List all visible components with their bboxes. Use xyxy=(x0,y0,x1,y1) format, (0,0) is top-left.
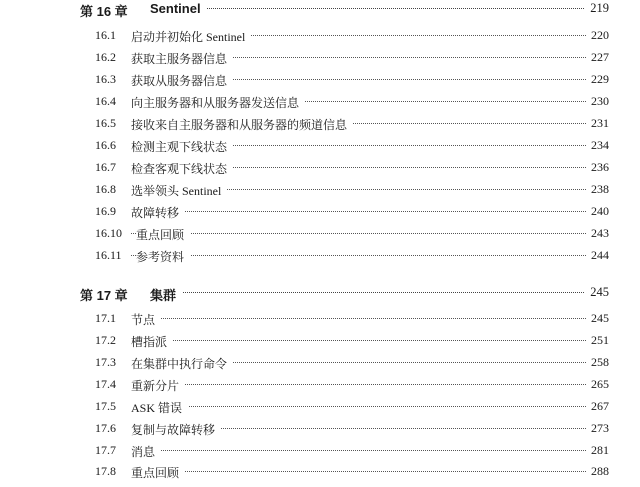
section-number: 17.7 xyxy=(95,443,116,457)
chapter-number: 第 16 章 xyxy=(80,4,128,19)
section-page: 258 xyxy=(586,355,609,370)
toc-section-entry[interactable] xyxy=(0,248,640,270)
section-page: 231 xyxy=(586,116,609,131)
section-number: 16.8 xyxy=(95,182,116,196)
section-title: 槽指派 xyxy=(131,333,173,350)
chapter-17-entry[interactable] xyxy=(0,285,640,307)
section-title: 节点 xyxy=(131,311,161,328)
chapter-16-entry[interactable] xyxy=(0,1,640,23)
chapter-number: 第 17 章 xyxy=(80,288,128,303)
section-number: 16.1 xyxy=(95,28,116,42)
section-number: 17.5 xyxy=(95,399,116,413)
toc-section-entry[interactable] xyxy=(0,311,640,333)
section-page: 238 xyxy=(586,182,609,197)
section-title: 获取主服务器信息 xyxy=(131,50,233,67)
dot-leader xyxy=(150,8,600,9)
toc-section-entry[interactable] xyxy=(0,182,640,204)
section-title: 启动并初始化 Sentinel xyxy=(131,28,251,45)
dot-leader xyxy=(150,292,600,293)
toc-section-entry[interactable] xyxy=(0,355,640,377)
section-number: 16.6 xyxy=(95,138,116,152)
section-title: 复制与故障转移 xyxy=(131,421,221,438)
section-page: 234 xyxy=(586,138,609,153)
toc-section-entry[interactable] xyxy=(0,72,640,94)
toc-section-entry[interactable] xyxy=(0,399,640,421)
section-title: 消息 xyxy=(131,443,161,460)
section-title: 重新分片 xyxy=(131,377,185,394)
toc-section-entry[interactable] xyxy=(0,204,640,226)
section-page: 243 xyxy=(586,226,609,241)
dot-leader xyxy=(131,211,600,212)
section-number: 16.11 xyxy=(95,248,122,262)
dot-leader xyxy=(131,471,600,472)
toc-section-entry[interactable] xyxy=(0,443,640,465)
section-title: 检测主观下线状态 xyxy=(131,138,233,155)
dot-leader xyxy=(131,450,600,451)
toc-section-entry[interactable] xyxy=(0,160,640,182)
section-title: 在集群中执行命令 xyxy=(131,355,233,372)
section-page: 251 xyxy=(586,333,609,348)
section-page: 267 xyxy=(586,399,609,414)
section-title: 向主服务器和从服务器发送信息 xyxy=(131,94,305,111)
toc-section-entry[interactable] xyxy=(0,116,640,138)
chapter-title: Sentinel xyxy=(150,1,207,16)
toc-section-entry[interactable] xyxy=(0,50,640,72)
section-title: 故障转移 xyxy=(131,204,185,221)
section-page: 240 xyxy=(586,204,609,219)
section-number: 17.3 xyxy=(95,355,116,369)
section-number: 16.2 xyxy=(95,50,116,64)
section-number: 16.3 xyxy=(95,72,116,86)
section-title: 检查客观下线状态 xyxy=(131,160,233,177)
toc-section-entry[interactable] xyxy=(0,94,640,116)
section-title: 参考资料 xyxy=(136,248,190,265)
section-page: 220 xyxy=(586,28,609,43)
section-number: 17.8 xyxy=(95,464,116,478)
section-number: 17.1 xyxy=(95,311,116,325)
section-number: 16.9 xyxy=(95,204,116,218)
section-number: 16.4 xyxy=(95,94,116,108)
toc-section-entry[interactable] xyxy=(0,377,640,399)
section-page: 227 xyxy=(586,50,609,65)
section-number: 16.5 xyxy=(95,116,116,130)
dot-leader xyxy=(131,406,600,407)
section-number: 17.2 xyxy=(95,333,116,347)
toc-section-entry[interactable] xyxy=(0,226,640,248)
section-number: 17.6 xyxy=(95,421,116,435)
dot-leader xyxy=(131,255,600,256)
dot-leader xyxy=(131,233,600,234)
section-page: 229 xyxy=(586,72,609,87)
section-title: 重点回顾 xyxy=(136,226,190,243)
toc-section-entry[interactable] xyxy=(0,464,640,486)
toc-section-entry[interactable] xyxy=(0,138,640,160)
toc-section-entry[interactable] xyxy=(0,421,640,443)
chapter-title: 集群 xyxy=(150,285,182,304)
toc-section-entry[interactable] xyxy=(0,28,640,50)
section-page: 230 xyxy=(586,94,609,109)
dot-leader xyxy=(131,340,600,341)
section-number: 16.10 xyxy=(95,226,122,240)
section-page: 273 xyxy=(586,421,609,436)
dot-leader xyxy=(131,318,600,319)
chapter-page: 245 xyxy=(585,285,609,300)
section-page: 281 xyxy=(586,443,609,458)
section-page: 244 xyxy=(586,248,609,263)
section-title: 接收来自主服务器和从服务器的频道信息 xyxy=(131,116,353,133)
section-page: 265 xyxy=(586,377,609,392)
toc-section-entry[interactable] xyxy=(0,333,640,355)
dot-leader xyxy=(131,384,600,385)
section-number: 17.4 xyxy=(95,377,116,391)
section-title: 选举领头 Sentinel xyxy=(131,182,227,199)
section-page: 245 xyxy=(586,311,609,326)
section-page: 288 xyxy=(586,464,609,479)
chapter-page: 219 xyxy=(585,1,609,16)
section-title: 重点回顾 xyxy=(131,464,185,481)
section-title: ASK 错误 xyxy=(131,399,188,416)
section-page: 236 xyxy=(586,160,609,175)
section-title: 获取从服务器信息 xyxy=(131,72,233,89)
section-number: 16.7 xyxy=(95,160,116,174)
